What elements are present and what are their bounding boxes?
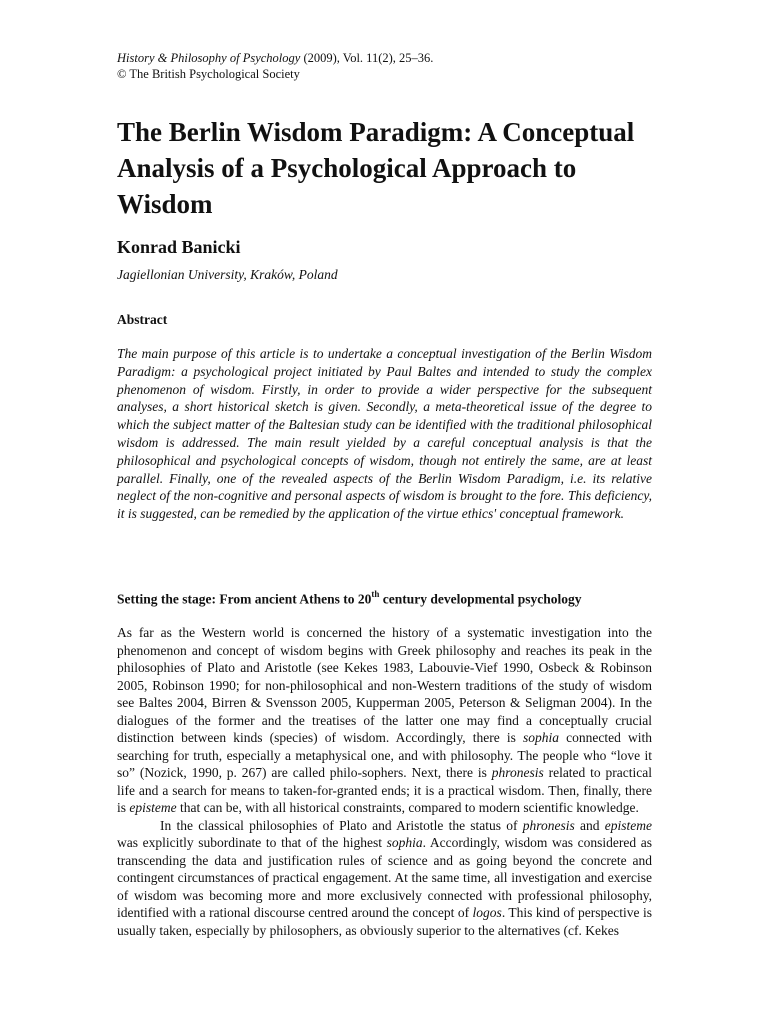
paper-title: The Berlin Wisdom Paradigm: A Conceptual Analysis of a Psychological Approach to Wisdom: [117, 117, 635, 219]
text-run: related to practical life and a search for means to taken-for-granted ends; it is a practical wisdom. Then, finally, there is: [117, 765, 652, 815]
author-name: Konrad Banicki: [117, 237, 241, 257]
text-run: . This kind of perspective is usually taken, especially by philosophers, as obviously superior to the alternatives (cf. Kekes: [117, 905, 652, 938]
section-heading-end: century developmental psychology: [379, 591, 582, 607]
abstract-text: The main purpose of this article is to undertake a conceptual investigation of the Berlin Wisdom Paradigm: a psychological project initiated by Paul Baltes and intended to study the complex phenomenon of wisdom. Firstly, in order to provide a wider perspective for the subsequent analyses, a short historical sketch is given. Secondly, a meta-theoretical issue of the degree to which the subject matter of the Baltesian study can be identified with the traditional philosophical wisdom is addressed. The main result yielded by a careful conceptual analysis is that the philosophical and psychological concepts of wisdom, though not entirely the same, are at least parallel. Finally, one of the revealed aspects of the Berlin Wisdom Paradigm, i.e. its relative neglect of the non-cognitive and personal aspects of wisdom is brought to the fore. This deficiency, it is suggested, can be remedied by the application of the virtue ethics' conceptual framework.: [117, 346, 652, 522]
section-heading: [117, 585, 662, 610]
body-paragraph: [117, 817, 652, 940]
italic-term: sophia: [386, 835, 423, 850]
journal-name: History & Philosophy of Psychology: [117, 51, 301, 65]
section-heading-start: Setting the stage: From ancient Athens to 20: [117, 591, 372, 607]
citation-details: (2009), Vol. 11(2), 25–36.: [300, 51, 434, 65]
italic-term: phronesis: [491, 765, 544, 780]
text-run: connected with searching for truth, especially a metaphysical one, and with philosophy. The people who “love it so” (Nozick, 1990, p. 267) are called philo-sophers. Next, there is: [117, 730, 652, 780]
citation-line: [117, 50, 433, 66]
journal-header: [117, 50, 433, 82]
italic-term: episteme: [129, 800, 177, 815]
italic-term: sophia: [522, 730, 559, 745]
body-paragraph: [117, 624, 652, 817]
author-affiliation: Jagiellonian University, Kraków, Poland: [117, 267, 338, 282]
text-run: In the classical philosophies of Plato and Aristotle the status of: [160, 817, 523, 833]
text-run: and: [574, 817, 605, 833]
text-run: . Accordingly, wisdom was considered as transcending the data and justification rules of science and as going beyond the concrete and contingent circumstances of practical engagement. At the same time, all investigation and exercise of wisdom was becoming more and more exclusively connected with professional philosophy, identified with a rational discourse centred around the concept of: [117, 835, 652, 920]
copyright-line: © The British Psychological Society: [117, 67, 300, 81]
body-text: [117, 624, 652, 939]
italic-term: logos: [472, 905, 502, 920]
section-heading-superscript: th: [371, 589, 380, 599]
italic-term: episteme: [604, 817, 652, 833]
text-run: that can be, with all historical constraints, compared to modern scientific knowledge.: [176, 800, 639, 815]
text-run: As far as the Western world is concerned the history of a systematic investigation into the phenomenon and concept of wisdom begins with Greek philosophy and reaches its peak in the philosophies of Plato and Aristotle (see Kekes 1983, Labouvie-Vief 1990, Osbeck & Robinson 2005, Robinson 1990; for non-philosophical and non-Western traditions of the study of wisdom see Baltes 2004, Birren & Svensson 2005, Kupperman 2005, Peterson & Seligman 2004). In the dialogues of the former and the treatises of the latter one may find a conceptually crucial distinction between kinds (species) of wisdom. Accordingly, there is: [117, 625, 652, 745]
italic-term: phronesis: [522, 817, 575, 833]
text-run: was explicitly subordinate to that of the highest: [117, 835, 387, 850]
abstract-heading: Abstract: [117, 312, 168, 327]
